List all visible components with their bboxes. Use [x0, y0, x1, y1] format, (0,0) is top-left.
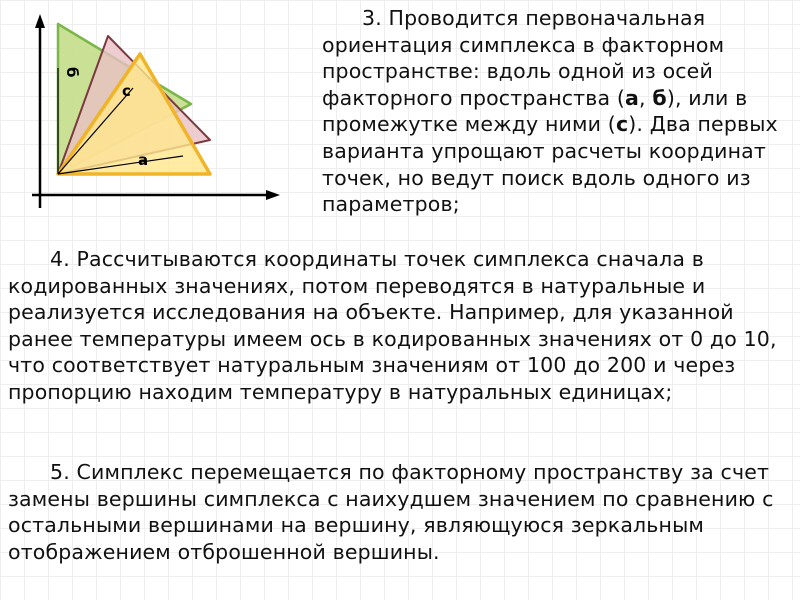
label-b: б	[63, 67, 81, 78]
y-axis-arrow-icon	[35, 14, 45, 28]
p3-separator: ,	[639, 85, 653, 110]
p4-text: 4. Рассчитываются координаты точек симплекса сначала в кодированных значениях, потом переводятся в натуральные и реализуется исследования на объекте. Например, для указанной ранее температуры имеем ось в кодированных значениях от 0 до 10, что соответствует натуральным значениям от 100 до 200 и через пропорцию находим температуру в натуральных единицах;	[8, 247, 777, 404]
p3-text-2: ), или в промежутке между ними (	[322, 85, 748, 137]
p5-text: 5. Симплекс перемещается по факторному пространству за счет замены вершины симплекса с наихудшем значением по сравнению с остальными вершинами на вершину, являющуюся зеркальным отображением отброшенной вершины.	[8, 460, 774, 564]
x-axis-arrow-icon	[266, 190, 280, 200]
p3-text-1: 3. Проводится первоначальная ориентация симплекса в факторном пространстве: вдоль одной из осей факторного пространства (	[322, 6, 725, 110]
label-a: а	[138, 151, 149, 169]
p3-term-a: а	[625, 85, 639, 110]
label-c: с	[122, 82, 131, 100]
p3-term-c: с	[615, 112, 629, 137]
p3-term-b: б	[652, 85, 667, 110]
paragraph-5	[8, 459, 794, 565]
simplex-orientation-figure	[28, 8, 288, 216]
p3-text-3: ). Два первых варианта упрощают расчеты координат точек, но ведут поиск вдоль одного из параметров;	[322, 112, 778, 217]
paragraph-3	[322, 5, 792, 218]
paragraph-4	[8, 246, 794, 406]
